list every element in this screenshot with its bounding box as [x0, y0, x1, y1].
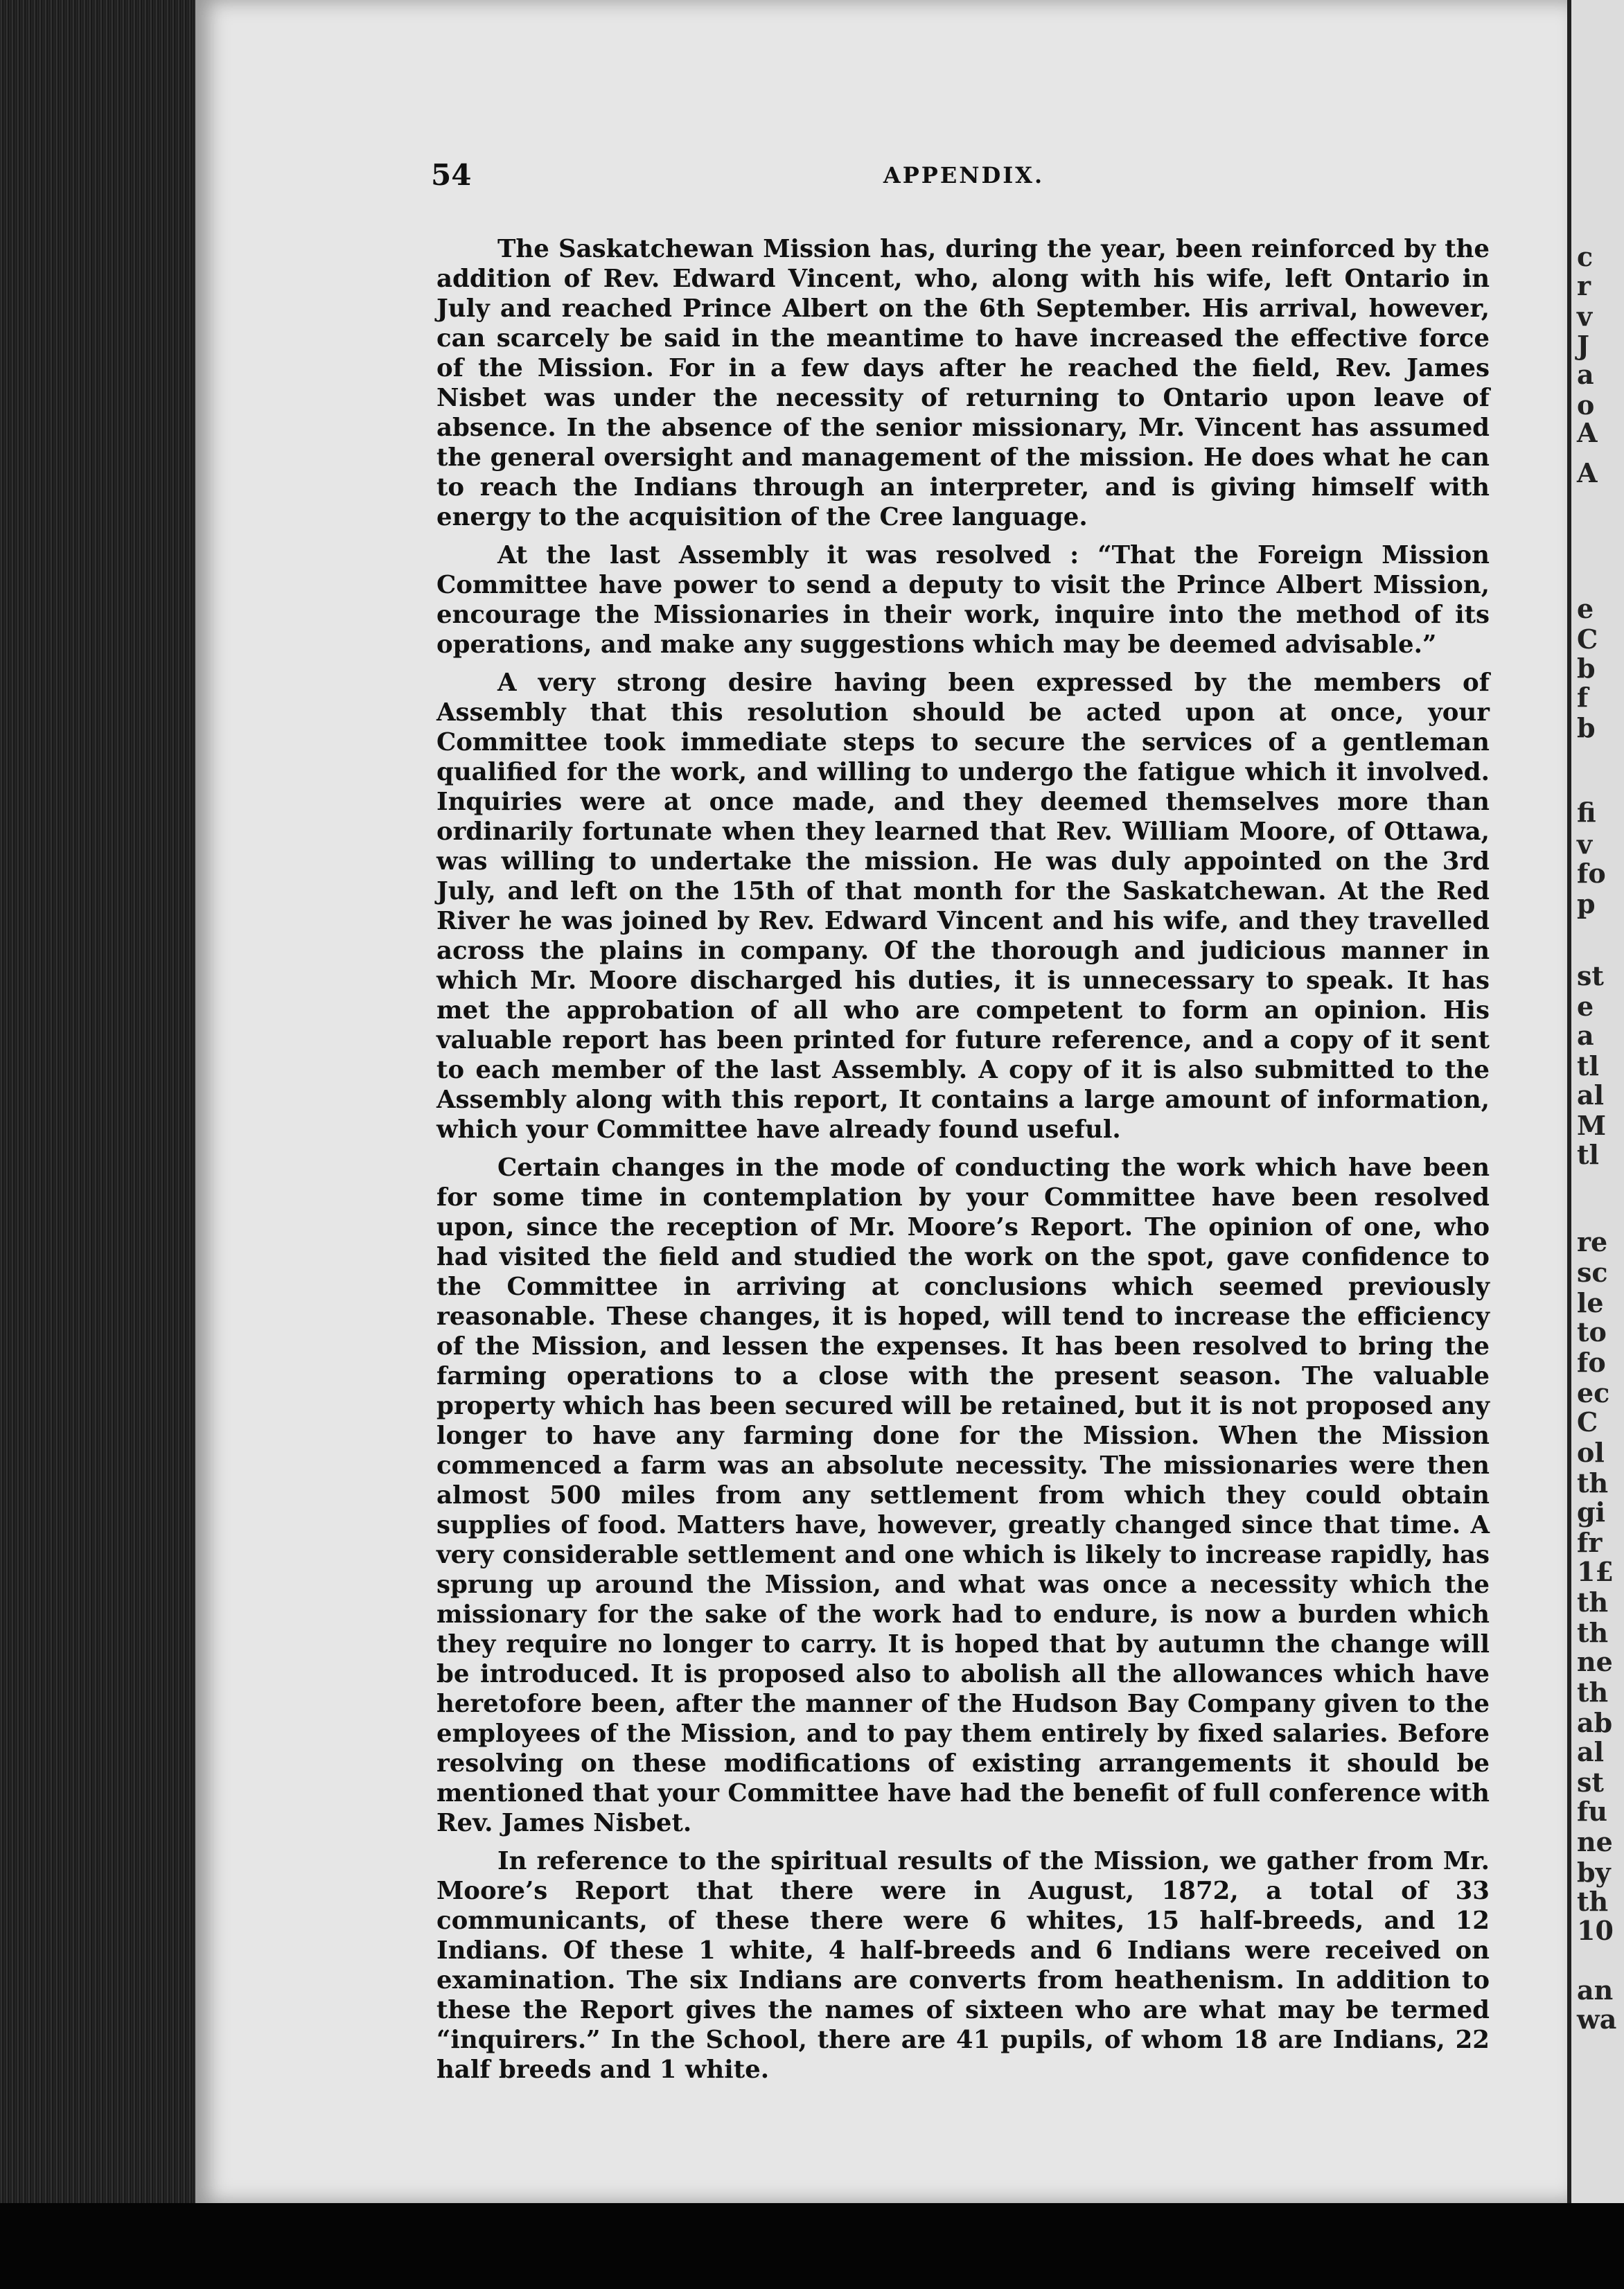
adjacent-page-fragment: sc — [1577, 1257, 1608, 1288]
page-number: 54 — [431, 158, 472, 192]
adjacent-page-fragment: e — [1577, 593, 1594, 624]
adjacent-page-fragment: e — [1577, 991, 1594, 1022]
adjacent-page-fragment: fu — [1577, 1796, 1607, 1827]
adjacent-page-fragment: al — [1577, 1736, 1605, 1767]
running-head: APPENDIX. — [883, 162, 1045, 188]
adjacent-page-fragment: th — [1577, 1617, 1609, 1648]
paragraph: A very strong desire having been expressed by the members of Assembly that this resolution should be acted upon at once, your Committee took immediate steps to secure the services of a gentleman qualified for the work, and willing to undergo the fatigue which it involved. Inquiries were at once made, and they deemed themselves more than ordinarily fortunate when they learned that Rev. William Moore, of Ottawa, was willing to undertake the mission. He was duly appointed on the 3rd July, and left on the 15th of that month for the Saskatchewan. At the Red River he was joined by Rev. Edward Vincent and his wife, and they travelled across the plains in company. Of the thorough and judicious manner in which Mr. Moore discharged his duties, it is unnecessary to speak. It has met the approbation of all who are competent to form an opinion. His valuable report has been printed for future reference, and a copy of it sent to each member of the last Assembly. A copy of it is also submitted to the Assembly along with this report, It contains a large amount of information, which your Committee have already found useful. — [436, 669, 1490, 1144]
adjacent-page-fragment: by — [1577, 1857, 1611, 1888]
adjacent-page-fragment: ec — [1577, 1377, 1610, 1408]
adjacent-page-fragment: tl — [1577, 1139, 1599, 1170]
adjacent-page-fragment: fr — [1577, 1527, 1603, 1558]
scan-bottom-shadow — [0, 2203, 1624, 2289]
paragraph: The Saskatchewan Mission has, during the year, been reinforced by the addition of Rev. Edward Vincent, who, along with his wife, left Ontario in July and reached Prince Albert on the 6th September. His arrival, however, can scarcely be said in the meantime to have increased the effective force of the Mission. For in a few days after he reached the field, Rev. James Nisbet was under the necessity of returning to Ontario upon leave of absence. In the absence of the senior missionary, Mr. Vincent has assumed the general oversight and management of the mission. He does what he can to reach the Indians through an interpreter, and is giving himself with energy to the acquisition of the Cree language. — [436, 235, 1490, 531]
adjacent-page-fragment: re — [1577, 1226, 1608, 1257]
adjacent-page-fragment: o — [1577, 389, 1595, 421]
paragraph: Certain changes in the mode of conducting the work which have been for some time in contemplation by your Committee have been resolved upon, since the reception of Mr. Moore’s Report. The opinion of one, who had visited the field and studied the work on the spot, gave confidence to the Committee in arriving at conclusions which seemed previously reasonable. These changes, it is hoped, will tend to increase the efficiency of the Mission, and lessen the expenses. It has been resolved to bring the farming operations to a close with the present season. The valuable property which has been secured will be retained, but it is not proposed any longer to have any farming done for the Mission. When the Mission commenced a farm was an absolute necessity. The missionaries were then almost 500 miles from any settlement from which they could obtain supplies of food. Matters have, however, greatly changed since that time. A very considerable settlement and one which is likely to increase rapidly, has sprung up around the Mission, and what was once a necessity which the missionary for the sake of the work had to endure, is now a burden which they require no longer to carry. It is hoped that by autumn the change will be introduced. It is proposed also to abolish all the allowances which have heretofore been, after the manner of the Hudson Bay Company given to the employees of the Mission, and to pay them entirely by fixed salaries. Before resolving on these modifications of existing arrangements it should be mentioned that your Committee have had the benefit of full conference with Rev. James Nisbet. — [436, 1154, 1490, 1837]
adjacent-page-fragment: 1£ — [1577, 1556, 1614, 1587]
adjacent-page-fragment: al — [1577, 1079, 1605, 1111]
adjacent-page-fragment: b — [1577, 712, 1596, 743]
adjacent-page-fragment: v — [1577, 301, 1593, 332]
adjacent-page-fragment: c — [1577, 241, 1594, 272]
page-header — [431, 158, 1497, 200]
adjacent-page-fragment: th — [1577, 1467, 1609, 1499]
adjacent-page-fragment: to — [1577, 1316, 1607, 1347]
adjacent-page-fragment: ne — [1577, 1826, 1613, 1857]
adjacent-page-fragment: an — [1577, 1974, 1614, 2006]
adjacent-page-fragment: ol — [1577, 1437, 1605, 1468]
adjacent-page-fragment: b — [1577, 653, 1596, 684]
adjacent-page-fragment: fo — [1577, 1347, 1606, 1378]
adjacent-page-fragment: a — [1577, 359, 1594, 390]
adjacent-page-fragment: le — [1577, 1287, 1604, 1318]
adjacent-page-fragment: J — [1577, 330, 1589, 361]
adjacent-page-fragment: st — [1577, 960, 1604, 991]
adjacent-page-fragment: C — [1577, 1406, 1598, 1438]
adjacent-page-fragment: ne — [1577, 1646, 1613, 1677]
body-text — [436, 234, 1490, 2093]
adjacent-page-fragment: th — [1577, 1587, 1609, 1618]
adjacent-page-fragment: tl — [1577, 1050, 1599, 1081]
adjacent-page-fragment: v — [1577, 829, 1593, 860]
adjacent-page-fragment: st — [1577, 1767, 1604, 1798]
adjacent-page-fragment: gi — [1577, 1496, 1606, 1528]
adjacent-page-fragment: a — [1577, 1020, 1594, 1051]
adjacent-page-fragment: th — [1577, 1677, 1609, 1708]
adjacent-page-fragment: C — [1577, 624, 1598, 655]
adjacent-page-fragment: wa — [1577, 2004, 1617, 2035]
adjacent-page-fragment: ab — [1577, 1707, 1613, 1738]
adjacent-page-fragment: fo — [1577, 858, 1606, 889]
paragraph: At the last Assembly it was resolved : “That the Foreign Mission Committee have power to send a deputy to visit the Prince Albert Mission, encourage the Missionaries in their work, inquire into the method of its operations, and make any suggestions which may be deemed advisable.” — [436, 541, 1490, 659]
adjacent-page-fragment: f — [1577, 682, 1589, 713]
adjacent-page-fragment: th — [1577, 1886, 1609, 1917]
adjacent-page-fragment: 10 — [1577, 1915, 1614, 1946]
adjacent-page-fragment: A — [1577, 457, 1598, 488]
book-binding-edge — [0, 0, 208, 2289]
adjacent-page-fragment: r — [1577, 270, 1591, 301]
adjacent-page-fragment: fi — [1577, 797, 1596, 828]
adjacent-page-fragment: A — [1577, 417, 1598, 448]
adjacent-page-edge — [1567, 0, 1624, 2203]
adjacent-page-fragment: M — [1577, 1110, 1607, 1141]
paragraph: In reference to the spiritual results of the Mission, we gather from Mr. Moore’s Report that there were in August, 1872, a total of 33 communicants, of these there were 6 whites, 15 half-breeds, and 12 Indians. Of these 1 white, 4 half-breeds and 6 Indians were received on examination. The six Indians are converts from heathenism. In addition to these the Report gives the names of sixteen who are what may be termed “inquirers.” In the School, there are 41 pupils, of whom 18 are Indians, 22 half breeds and 1 white. — [436, 1847, 1490, 2084]
adjacent-page-fragment: p — [1577, 888, 1596, 919]
